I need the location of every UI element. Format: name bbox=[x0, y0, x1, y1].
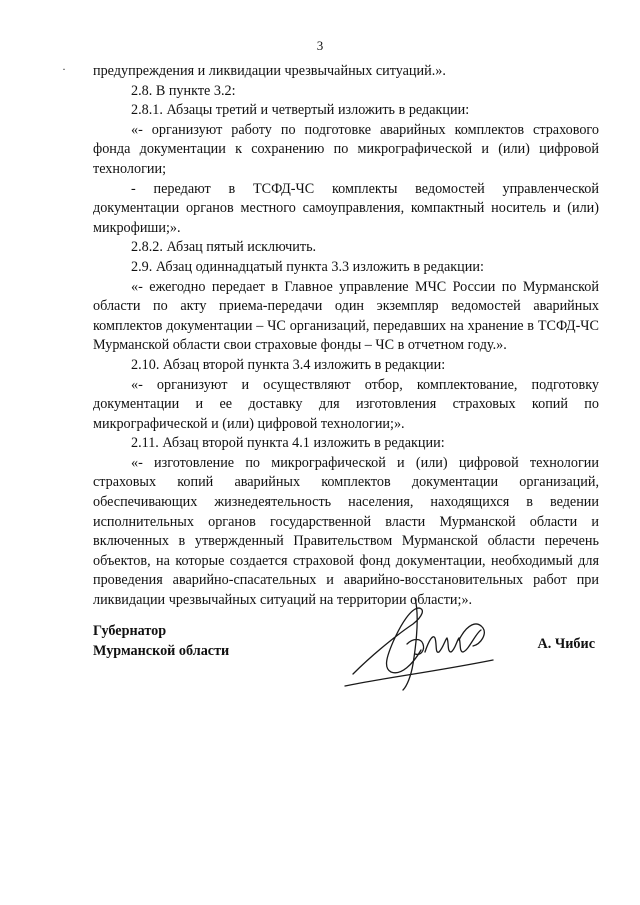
paragraph: - передают в ТСФД-ЧС комплекты ведомостей управленческой документации органов местного самоуправления, компактный носитель и (или) микрофиши;». bbox=[93, 180, 599, 236]
paragraph: 2.8.2. Абзац пятый исключить. bbox=[131, 239, 317, 256]
paragraph: предупреждения и ликвидации чрезвычайных ситуаций.». bbox=[93, 63, 446, 79]
handwritten-signature bbox=[343, 594, 513, 694]
signature-block bbox=[93, 622, 599, 712]
signer-title-line2: Мурманской области bbox=[93, 642, 230, 659]
paragraph: 2.10. Абзац второй пункта 3.4 изложить в редакции: bbox=[131, 356, 446, 373]
signer-title bbox=[93, 622, 229, 661]
paragraph: «- организуют работу по подготовке аварийных комплектов страхового фонда документации к сохранению по микрографической и (или) цифровой технологии; bbox=[93, 121, 599, 177]
page-number: 3 bbox=[316, 38, 324, 53]
paragraph: 2.11. Абзац второй пункта 4.1 изложить в редакции: bbox=[131, 435, 445, 452]
paragraph: 2.8. В пункте 3.2: bbox=[131, 82, 236, 99]
paragraph: 2.8.1. Абзацы третий и четвертый изложить в редакции: bbox=[131, 102, 470, 119]
signer-title-line1: Губернатор bbox=[93, 623, 167, 639]
paragraph: «- ежегодно передает в Главное управление МЧС России по Мурманской области по акту приема-передачи один экземпляр ведомостей аварийных комплектов документации – ЧС организаций, передавших на хранение в ТСФД-ЧС Мурманской области свои страховые фонды – ЧС в отчетном году.». bbox=[93, 278, 599, 354]
signer-name: А. Чибис bbox=[537, 636, 595, 652]
document-body bbox=[93, 62, 599, 611]
paragraph: 2.9. Абзац одиннадцатый пункта 3.3 изложить в редакции: bbox=[131, 258, 484, 275]
paragraph: «- организуют и осуществляют отбор, комплектование, подготовку документации и ее доставку для изготовления страховых копий по микрографической и (или) цифровой технологии;». bbox=[93, 376, 599, 432]
paragraph: «- изготовление по микрографической и (или) цифровой технологии страховых копий аварийных комплектов документации организаций, обеспечивающих жизнедеятельность населения, находящихся в ведении исполнительных органов государственной власти Мурманской области и включенных в утвержденный Правительством Мурманской области перечень объектов, на которые создается страховой фонд документации, необходимый для проведения аварийно-спасательных и аварийно-восстановительных работ при ликвидации чрезвычайных ситуаций на территории области;». bbox=[93, 454, 599, 609]
stray-mark: · bbox=[62, 62, 66, 76]
